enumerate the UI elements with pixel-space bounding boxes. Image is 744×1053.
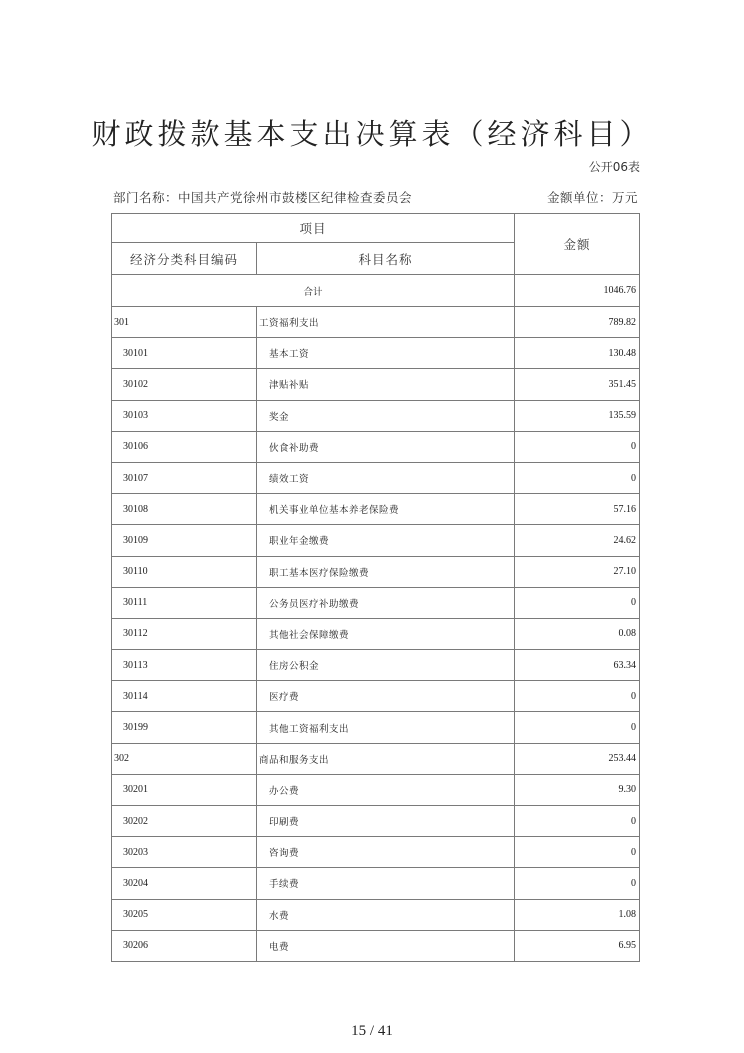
row-code: 30113 xyxy=(112,650,257,681)
row-name: 基本工资 xyxy=(257,338,515,369)
row-name: 其他工资福利支出 xyxy=(257,712,515,743)
header-code: 经济分类科目编码 xyxy=(112,243,257,275)
row-code: 30102 xyxy=(112,369,257,400)
row-amount: 0 xyxy=(515,806,640,837)
row-amount: 0 xyxy=(515,681,640,712)
row-code: 30110 xyxy=(112,556,257,587)
row-code: 30101 xyxy=(112,338,257,369)
table-row xyxy=(112,400,640,431)
row-amount: 0 xyxy=(515,431,640,462)
row-amount: 0 xyxy=(515,712,640,743)
row-amount: 253.44 xyxy=(515,743,640,774)
row-name: 伙食补助费 xyxy=(257,431,515,462)
row-code: 30199 xyxy=(112,712,257,743)
page-title: 财政拨款基本支出决算表（经济科目） xyxy=(91,117,653,151)
row-amount: 351.45 xyxy=(515,369,640,400)
row-amount: 63.34 xyxy=(515,650,640,681)
row-name: 电费 xyxy=(257,930,515,961)
row-name: 其他社会保障缴费 xyxy=(257,618,515,649)
table-row xyxy=(112,431,640,462)
row-amount: 0 xyxy=(515,868,640,899)
row-code: 30114 xyxy=(112,681,257,712)
row-amount: 789.82 xyxy=(515,307,640,338)
row-code: 30103 xyxy=(112,400,257,431)
row-name: 手续费 xyxy=(257,868,515,899)
table-row xyxy=(112,930,640,961)
table-row xyxy=(112,338,640,369)
table-row xyxy=(112,743,640,774)
table-row xyxy=(112,712,640,743)
table-row xyxy=(112,837,640,868)
table-row xyxy=(112,494,640,525)
row-name: 津贴补贴 xyxy=(257,369,515,400)
row-code: 30107 xyxy=(112,462,257,493)
row-code: 30206 xyxy=(112,930,257,961)
row-name: 职业年金缴费 xyxy=(257,525,515,556)
header-amount: 金额 xyxy=(515,214,640,275)
row-amount: 24.62 xyxy=(515,525,640,556)
row-name: 咨询费 xyxy=(257,837,515,868)
row-amount: 9.30 xyxy=(515,774,640,805)
row-amount: 27.10 xyxy=(515,556,640,587)
row-name: 医疗费 xyxy=(257,681,515,712)
form-number: 公开06表 xyxy=(588,160,640,174)
row-name: 绩效工资 xyxy=(257,462,515,493)
row-code: 30201 xyxy=(112,774,257,805)
row-name: 办公费 xyxy=(257,774,515,805)
row-name: 职工基本医疗保险缴费 xyxy=(257,556,515,587)
row-code: 30106 xyxy=(112,431,257,462)
table-row xyxy=(112,899,640,930)
row-amount: 130.48 xyxy=(515,338,640,369)
table-row xyxy=(112,806,640,837)
page-number: 15 / 41 xyxy=(351,1023,393,1039)
amount-unit: 金额单位：万元 xyxy=(546,190,638,205)
table-row xyxy=(112,307,640,338)
row-name: 印刷费 xyxy=(257,806,515,837)
row-code: 30109 xyxy=(112,525,257,556)
table-row xyxy=(112,369,640,400)
department-name: 部门名称：中国共产党徐州市鼓楼区纪律检查委员会 xyxy=(113,190,413,205)
row-code: 30111 xyxy=(112,587,257,618)
row-amount: 0 xyxy=(515,837,640,868)
row-amount: 0 xyxy=(515,587,640,618)
row-name: 工资福利支出 xyxy=(257,307,515,338)
expenditure-table xyxy=(111,213,640,962)
header-row-1 xyxy=(112,214,640,243)
row-amount: 0 xyxy=(515,462,640,493)
table-row xyxy=(112,618,640,649)
table-row xyxy=(112,587,640,618)
header-name: 科目名称 xyxy=(257,243,515,275)
row-amount: 1.08 xyxy=(515,899,640,930)
table-row xyxy=(112,462,640,493)
row-amount: 135.59 xyxy=(515,400,640,431)
row-code: 30203 xyxy=(112,837,257,868)
row-code: 30204 xyxy=(112,868,257,899)
row-code: 30112 xyxy=(112,618,257,649)
row-code: 30108 xyxy=(112,494,257,525)
row-amount: 6.95 xyxy=(515,930,640,961)
table-row xyxy=(112,556,640,587)
row-code: 30202 xyxy=(112,806,257,837)
row-amount: 0.08 xyxy=(515,618,640,649)
table-row xyxy=(112,650,640,681)
total-row xyxy=(112,275,640,307)
row-code: 301 xyxy=(112,307,257,338)
table-row xyxy=(112,774,640,805)
row-name: 水费 xyxy=(257,899,515,930)
total-amount: 1046.76 xyxy=(515,275,640,307)
table-row xyxy=(112,525,640,556)
row-name: 机关事业单位基本养老保险费 xyxy=(257,494,515,525)
table-row xyxy=(112,681,640,712)
row-amount: 57.16 xyxy=(515,494,640,525)
header-item: 项目 xyxy=(112,214,515,243)
row-code: 302 xyxy=(112,743,257,774)
row-name: 公务员医疗补助缴费 xyxy=(257,587,515,618)
row-name: 商品和服务支出 xyxy=(257,743,515,774)
row-name: 住房公积金 xyxy=(257,650,515,681)
total-label: 合计 xyxy=(112,275,515,307)
row-code: 30205 xyxy=(112,899,257,930)
table-row xyxy=(112,868,640,899)
row-name: 奖金 xyxy=(257,400,515,431)
